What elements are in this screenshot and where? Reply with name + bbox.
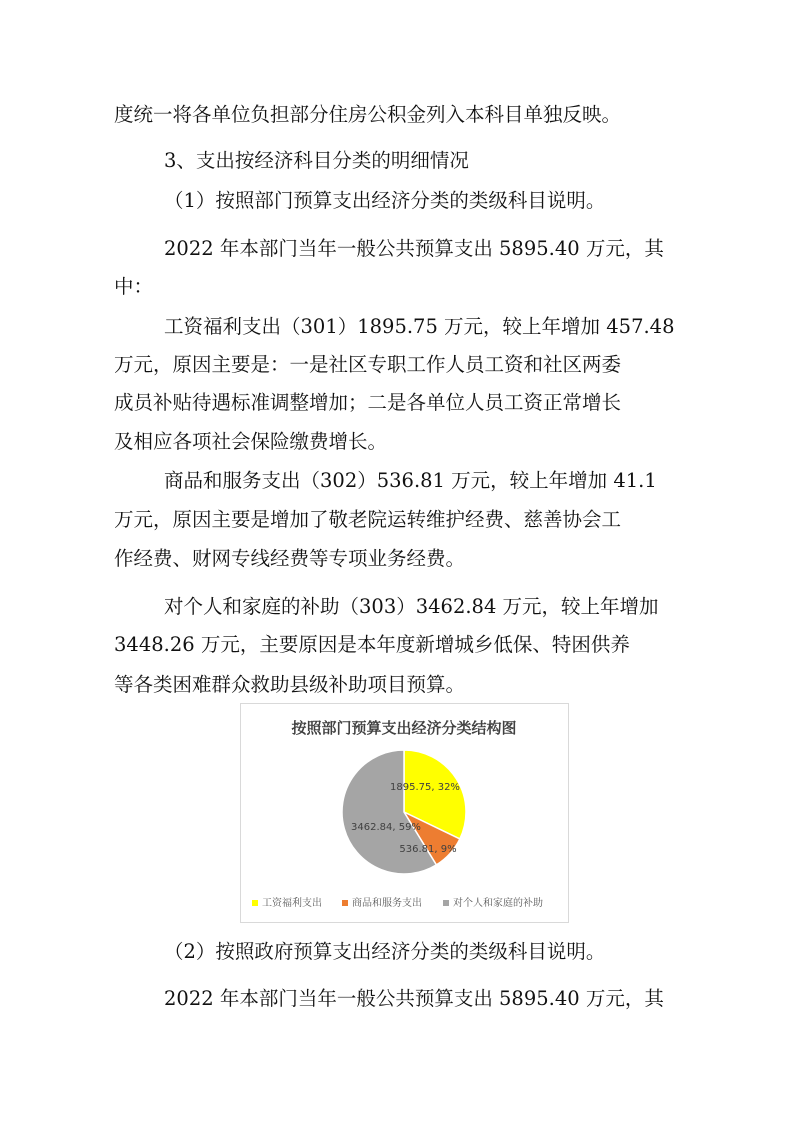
pie-chart bbox=[241, 704, 568, 922]
subsection-heading bbox=[0, 937, 793, 967]
legend-swatch-1 bbox=[252, 900, 258, 906]
subsection-heading bbox=[0, 186, 793, 216]
paragraph-line bbox=[0, 466, 793, 496]
text-line: 2022 年本部门当年一般公共预算支出 5895.40 万元，其 bbox=[164, 987, 664, 1010]
paragraph-line bbox=[0, 984, 793, 1014]
pie-chart-frame bbox=[240, 703, 569, 923]
section-heading bbox=[0, 146, 793, 176]
text-line: 中： bbox=[114, 275, 154, 298]
text-line: 成员补贴待遇标准调整增加；二是各单位人员工资正常增长 bbox=[114, 391, 622, 414]
legend-label-3: 对个人和家庭的补助 bbox=[453, 898, 543, 909]
legend-label-1: 工资福利支出 bbox=[262, 898, 322, 909]
paragraph-line bbox=[0, 100, 793, 130]
text-line: 2022 年本部门当年一般公共预算支出 5895.40 万元，其 bbox=[164, 237, 664, 260]
pie-data-label-1: 1895.75, 32% bbox=[390, 782, 460, 793]
legend-swatch-3 bbox=[443, 900, 449, 906]
text-line: （1）按照部门预算支出经济分类的类级科目说明。 bbox=[164, 189, 606, 212]
paragraph-line bbox=[0, 544, 793, 574]
paragraph-line bbox=[0, 427, 793, 457]
paragraph-line bbox=[0, 630, 793, 660]
paragraph-line bbox=[0, 350, 793, 380]
text-line: 对个人和家庭的补助（303）3462.84 万元，较上年增加 bbox=[164, 595, 659, 618]
paragraph-line bbox=[0, 234, 793, 264]
paragraph-line bbox=[0, 312, 793, 342]
text-line: 等各类困难群众救助县级补助项目预算。 bbox=[114, 673, 466, 696]
pie-data-label-2: 536.81, 9% bbox=[399, 844, 457, 855]
text-line: 度统一将各单位负担部分住房公积金列入本科目单独反映。 bbox=[114, 103, 622, 126]
text-line: 3448.26 万元，主要原因是本年度新增城乡低保、特困供养 bbox=[114, 633, 630, 656]
legend-label-2: 商品和服务支出 bbox=[352, 898, 422, 909]
paragraph-line bbox=[0, 272, 793, 302]
paragraph-line bbox=[0, 388, 793, 418]
paragraph-line bbox=[0, 505, 793, 535]
legend-swatch-2 bbox=[342, 900, 348, 906]
text-line: 及相应各项社会保险缴费增长。 bbox=[114, 430, 388, 453]
text-line: 3、支出按经济科目分类的明细情况 bbox=[164, 149, 469, 172]
text-line: 万元，原因主要是增加了敬老院运转维护经费、慈善协会工 bbox=[114, 508, 622, 531]
text-line: 作经费、财网专线经费等专项业务经费。 bbox=[114, 547, 466, 570]
text-line: 工资福利支出（301）1895.75 万元，较上年增加 457.48 bbox=[164, 315, 675, 338]
paragraph-line bbox=[0, 670, 793, 700]
text-line: （2）按照政府预算支出经济分类的类级科目说明。 bbox=[164, 940, 606, 963]
text-line: 商品和服务支出（302）536.81 万元，较上年增加 41.1 bbox=[164, 469, 657, 492]
paragraph-line bbox=[0, 592, 793, 622]
pie-data-label-3: 3462.84, 59% bbox=[351, 822, 421, 833]
text-line: 万元，原因主要是：一是社区专职工作人员工资和社区两委 bbox=[114, 353, 622, 376]
chart-title: 按照部门预算支出经济分类结构图 bbox=[291, 719, 517, 737]
